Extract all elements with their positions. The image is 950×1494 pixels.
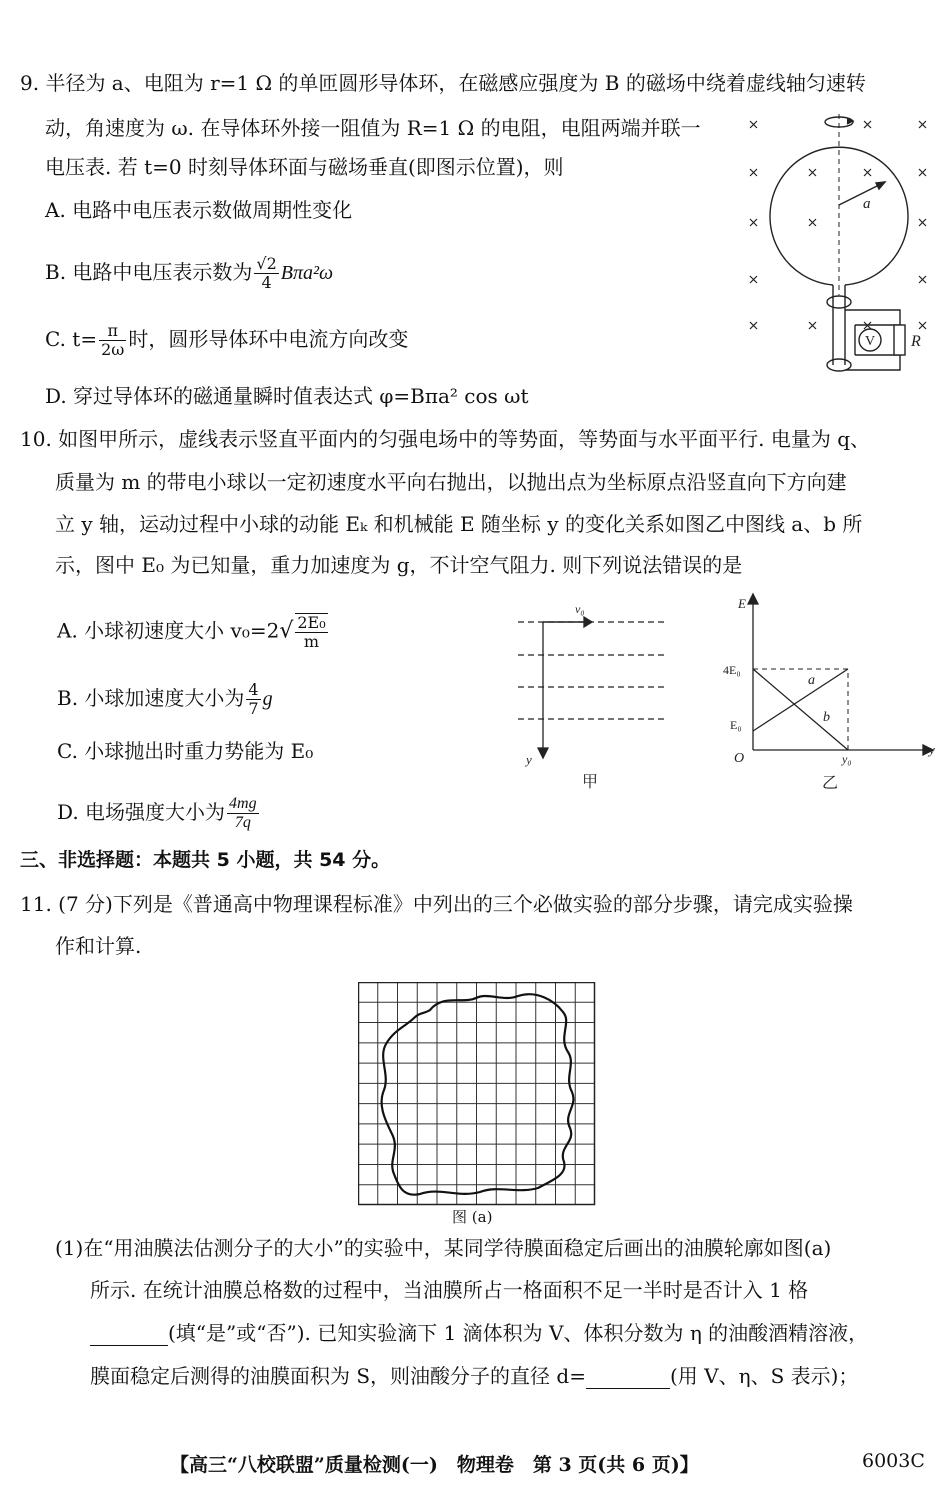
q10-stem-line4: 示，图中 E₀ 为已知量，重力加速度为 g，不计空气阻力. 则下列说法错误的是	[55, 553, 743, 577]
q9-option-c	[45, 322, 408, 359]
label-y-yi: y	[929, 742, 935, 757]
q10-option-a-fraction	[295, 613, 327, 651]
caption-jia: 甲	[582, 774, 599, 791]
footer-title: 【高三“八校联盟”质量检测(一) 物理卷 第 3 页(共 6 页)】	[170, 1454, 699, 1476]
frac-den: 7q	[234, 814, 251, 831]
label-a: a	[808, 673, 815, 688]
q9-option-b-fraction	[254, 255, 278, 292]
equipotential-lines	[518, 622, 665, 719]
resistor-icon	[894, 325, 905, 355]
label-y0: y₀	[842, 752, 852, 766]
frac-den: 2ω	[101, 340, 125, 359]
q9-option-a: A. 电路中电压表示数做周期性变化	[45, 198, 353, 222]
q10-option-b-fraction	[246, 681, 260, 718]
q11-part1-line4-prefix: 膜面稳定后测得的油膜面积为 S，则油酸分子的直径 d=	[90, 1364, 586, 1388]
oil-film-grid-figure	[358, 982, 596, 1206]
label-E0: E₀	[730, 718, 742, 732]
q10-option-d-prefix: D. 电场强度大小为	[57, 800, 226, 824]
q10-option-d	[57, 795, 261, 832]
line-a	[753, 669, 848, 731]
q10-stem-line3: 立 y 轴，运动过程中小球的动能 Eₖ 和机械能 E 随坐标 y 的变化关系如图乙中图线 a、b 所	[55, 512, 863, 536]
q10-option-b-prefix: B. 小球加速度大小为	[57, 686, 245, 710]
q11-part1-line3	[90, 1320, 868, 1346]
label-E: E	[738, 596, 746, 611]
q10-figure-jia	[510, 600, 675, 800]
frac-num: √2	[256, 254, 277, 273]
label-4E0: 4E₀	[723, 663, 741, 677]
frac-num: π	[99, 322, 126, 341]
q9-option-d: D. 穿过导体环的磁通量瞬时值表达式 φ=Bπa² cos ωt	[45, 384, 529, 408]
q10-option-a-prefix: A. 小球初速度大小 v₀=2	[57, 618, 280, 643]
q11-part1-line3-text: (填“是”或“否”). 已知实验滴下 1 滴体积为 V、体积分数为 η 的油酸酒精溶液，	[168, 1321, 869, 1345]
label-b: b	[823, 710, 830, 725]
q10-option-c: C. 小球抛出时重力势能为 E₀	[57, 739, 314, 763]
q10-option-b-suffix: g	[262, 688, 273, 710]
q9-option-c-suffix: 时，圆形导体环中电流方向改变	[128, 327, 409, 351]
section-3-heading: 三、非选择题：本题共 5 小题，共 54 分。	[20, 849, 391, 871]
q9-stem-line2: 动，角速度为 ω. 在导体环外接一阻值为 R=1 Ω 的电阻，电阻两端并联一	[45, 116, 701, 140]
label-y: y	[526, 752, 532, 767]
answer-blank-2[interactable]	[586, 1368, 670, 1389]
frac-num: 4	[248, 680, 259, 699]
q9-option-b-suffix: Bπa²ω	[280, 262, 334, 284]
label-O: O	[734, 751, 745, 766]
q10-figure-yi	[720, 590, 945, 795]
q10-stem-line2: 质量为 m 的带电小球以一定初速度水平向右抛出，以抛出点为坐标原点沿竖直向下方向建	[55, 470, 847, 494]
frac-den: 7	[248, 699, 259, 718]
q9-option-c-fraction	[99, 322, 126, 359]
q9-option-b-prefix: B. 电路中电压表示数为	[45, 260, 253, 284]
q11-part1-line1: (1)在“用油膜法估测分子的大小”的实验中，某同学待膜面稳定后画出的油膜轮廓如图(a)	[55, 1236, 832, 1260]
frac-num: 2E₀	[297, 613, 326, 632]
q9-option-c-prefix: C. t=	[45, 327, 98, 351]
q10-option-d-fraction	[227, 795, 259, 832]
frac-num: 4mg	[229, 795, 257, 812]
magnetic-field-crosses	[750, 121, 926, 329]
frac-den: 4	[261, 273, 272, 292]
q10-option-b	[57, 681, 273, 718]
q9-label-r: R	[911, 333, 921, 350]
q11-part1-line4	[90, 1363, 858, 1389]
answer-blank-1[interactable]	[90, 1325, 168, 1346]
q9-label-a: a	[863, 196, 871, 212]
q11-stem-line1: 11. (7 分)下列是《普通高中物理课程标准》中列出的三个必做实验的部分步骤，请完成实验操	[20, 892, 853, 916]
sqrt-icon: √	[279, 618, 294, 644]
figure-a-caption: 图 (a)	[452, 1208, 493, 1226]
q11-part1-line2: 所示. 在统计油膜总格数的过程中，当油膜所占一格面积不足一半时是否计入 1 格	[90, 1278, 809, 1302]
label-v0: v₀	[575, 602, 585, 616]
q11-part1-line4-suffix: (用 V、η、S 表示)；	[669, 1364, 859, 1388]
q10-option-a	[57, 613, 330, 651]
frac-den: m	[303, 632, 320, 651]
q9-stem-line1: 9. 半径为 a、电阻为 r=1 Ω 的单匝圆形导体环，在磁感应强度为 B 的磁场中绕着虚线轴匀速转	[20, 71, 866, 95]
q9-figure-ring	[735, 110, 940, 380]
line-b	[753, 669, 848, 750]
q9-label-v: V	[865, 334, 876, 349]
caption-yi: 乙	[822, 775, 839, 792]
footer-code: 6003C	[862, 1450, 925, 1472]
q10-stem-line1: 10. 如图甲所示，虚线表示竖直平面内的匀强电场中的等势面，等势面与水平面平行. 电量为 q、	[20, 427, 871, 451]
q9-option-b	[45, 255, 333, 292]
q11-stem-line2: 作和计算.	[55, 934, 142, 958]
q9-stem-line3: 电压表. 若 t=0 时刻导体环面与磁场垂直(即图示位置)，则	[45, 155, 564, 179]
